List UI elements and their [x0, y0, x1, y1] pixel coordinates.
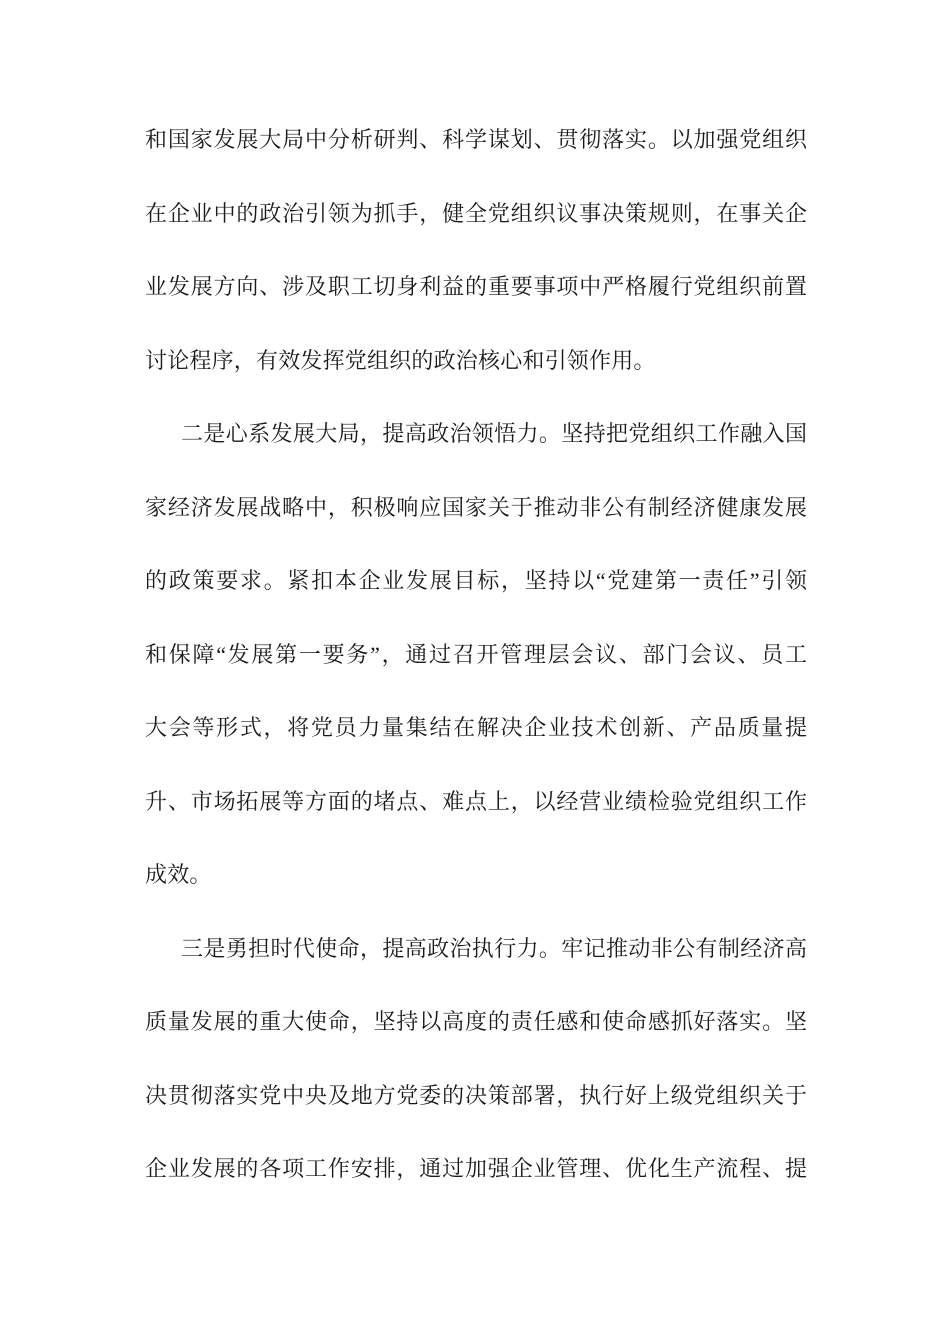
text-line: 的政策要求。紧扣本企业发展目标，坚持以“党建第一责任”引领 [145, 568, 807, 593]
text-line-paragraph-start: 二是心系发展大局，提高政治领悟力。坚持把党组织工作融入国 [181, 421, 807, 446]
text-line-paragraph-end: 成效。 [145, 862, 212, 887]
text-line: 大会等形式，将党员力量集结在解决企业技术创新、产品质量提 [145, 715, 807, 740]
text-line: 和保障“发展第一要务”，通过召开管理层会议、部门会议、员工 [145, 641, 807, 667]
text-line: 企业发展的各项工作安排，通过加强企业管理、优化生产流程、提 [145, 1156, 807, 1181]
text-line: 在企业中的政治引领为抓手，健全党组织议事决策规则，在事关企 [145, 200, 807, 226]
text-line: 家经济发展战略中，积极响应国家关于推动非公有制经济健康发展 [145, 494, 807, 520]
text-line: 决贯彻落实党中央及地方党委的决策部署，执行好上级党组织关于 [145, 1082, 807, 1108]
text-line: 业发展方向、涉及职工切身利益的重要事项中严格履行党组织前置 [145, 274, 807, 299]
text-line: 质量发展的重大使命，坚持以高度的责任感和使命感抓好落实。坚 [145, 1009, 807, 1034]
text-line: 升、市场拓展等方面的堵点、难点上，以经营业绩检验党组织工作 [145, 788, 807, 814]
text-line-paragraph-start: 三是勇担时代使命，提高政治执行力。牢记推动非公有制经济高 [181, 935, 807, 961]
document-text-block [145, 103, 807, 1206]
text-line-paragraph-end: 讨论程序，有效发挥党组织的政治核心和引领作用。 [145, 347, 656, 373]
text-line: 和国家发展大局中分析研判、科学谋划、贯彻落实。以加强党组织 [145, 127, 807, 152]
